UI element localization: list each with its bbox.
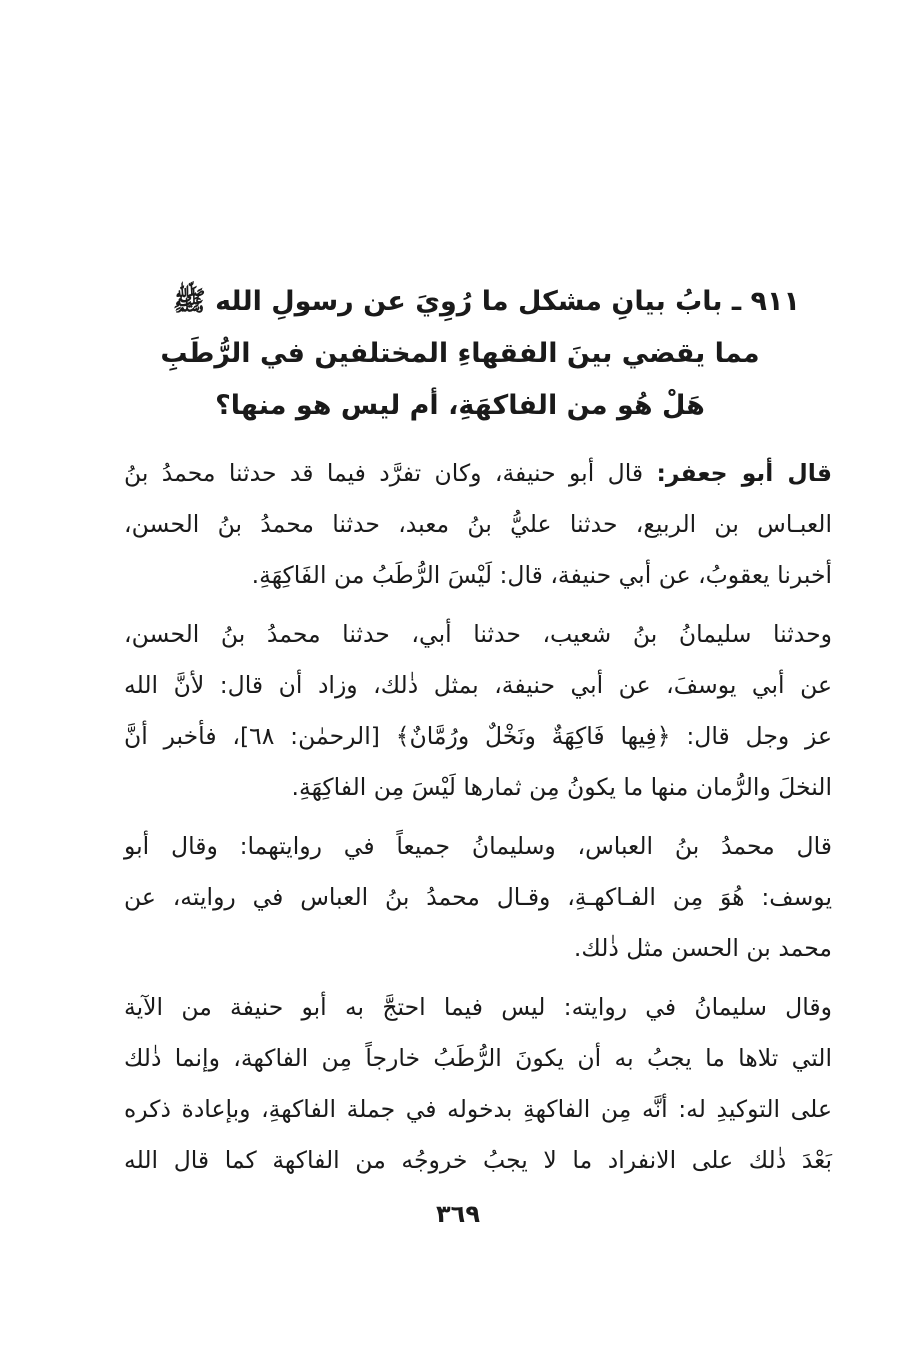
paragraph-3 [124,821,832,974]
heading-line-3: هَلْ هُو من الفاكهَةِ، أم ليس هو منها؟ [215,390,705,421]
body-text [124,448,832,1194]
paragraph-4 [124,982,832,1186]
text-line: قال محمدُ بنُ العباس، وسليمانُ جميعاً في روايتهما: وقال أبو [124,832,832,860]
chapter-heading [120,276,800,432]
text-line: وحدثنا سليمانُ بنُ شعيب، حدثنا أبي، حدثنا محمدُ بنُ الحسن، [124,620,832,648]
heading-line-2: مما يقضي بينَ الفقهاءِ المختلفين في الرُّطَبِ [160,338,760,369]
text-line [124,448,832,499]
text-line: وقال سليمانُ في روايته: ليس فيما احتجَّ به أبو حنيفة من الآية [124,993,832,1021]
heading-line-1: ٩١١ ـ بابُ بيانِ مشكل ما رُوِيَ عن رسولِ الله ﷺ [173,286,800,317]
text-line: على التوكيدِ له: أنَّه مِن الفاكهةِ بدخوله في جملة الفاكهةِ، وبإعادة ذكره [124,1095,832,1123]
text-line: عز وجل قال: ﴿فِيها فَاكِهَةٌ ونَخْلٌ ورُمَّانٌ﴾ [الرحمٰن: ٦٨]، فأخبر أنَّ [124,722,832,750]
text-line: يوسف: هُوَ مِن الفـاكهـةِ، وقـال محمدُ بنُ العباس في روايته، عن [124,883,832,911]
paragraph-1 [124,448,832,601]
text-line: التي تلاها ما يجبُ به أن يكونَ الرُّطَبُ خارجاً مِن الفاكهة، وإنما ذٰلك [124,1044,832,1072]
speaker-label: قال أبو جعفر: [656,459,832,487]
text-line: العبـاس بن الربيع، حدثنا عليُّ بنُ معبد، حدثنا محمدُ بنُ الحسن، [124,510,832,538]
page-number: ٣٦٩ [436,1200,480,1228]
text-line: عن أبي يوسفَ، عن أبي حنيفة، بمثل ذٰلك، وزاد أن قال: لأنَّ الله [124,671,832,699]
text-line: محمد بن الحسن مثل ذٰلك. [573,934,832,962]
text-line: أخبرنا يعقوبُ، عن أبي حنيفة، قال: لَيْسَ الرُّطَبُ من الفَاكِهَةِ. [251,561,832,589]
paragraph-2 [124,609,832,813]
text-line: بَعْدَ ذٰلك على الانفراد ما لا يجبُ خروجُه من الفاكهة كما قال الله [124,1146,832,1174]
line-text: قال أبو حنيفة، وكان تفرَّد فيما قد حدثنا محمدُ بنُ [124,459,657,487]
text-line: النخلَ والرُّمان منها ما يكونُ مِن ثمارها لَيْسَ مِن الفاكِهَةِ. [291,773,832,801]
